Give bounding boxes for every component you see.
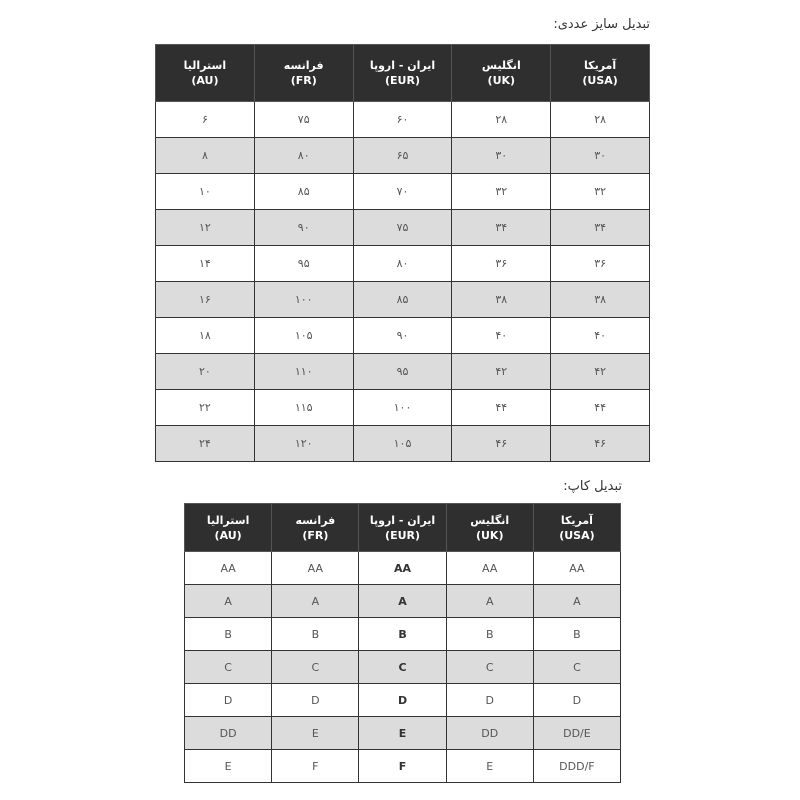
numeric-size-caption: تبدیل سایز عددی: [553,17,650,32]
column-header-uk: انگلیس (UK) [452,45,551,102]
table-row [185,717,621,750]
table-cell: D [185,684,272,717]
table-cell: ۴۰ [551,318,650,354]
table-row [185,684,621,717]
table-cell: ۳۶ [551,246,650,282]
table-row [156,138,650,174]
table-cell: ۱۲۰ [254,426,353,462]
table-row [156,102,650,138]
table-cell: B [533,618,620,651]
table-row [185,552,621,585]
table-cell: ۶۰ [353,102,452,138]
table-cell: C [533,651,620,684]
table-cell: ۳۲ [452,174,551,210]
table-cell: ۹۵ [254,246,353,282]
table-cell: ۳۶ [452,246,551,282]
table-row [185,750,621,783]
numeric-size-table [155,44,650,462]
table-cell: DDD/F [533,750,620,783]
table-cell: ۸ [156,138,255,174]
table-cell: D [272,684,359,717]
cup-size-table [184,503,621,783]
table-cell: ۱۴ [156,246,255,282]
table-cell: ۷۵ [353,210,452,246]
table-cell: ۴۴ [452,390,551,426]
table-row [185,618,621,651]
table-cell: ۴۲ [551,354,650,390]
table-cell: ۴۶ [452,426,551,462]
table-cell: B [272,618,359,651]
table-cell: ۶۵ [353,138,452,174]
table-row [156,174,650,210]
table-cell: ۳۸ [452,282,551,318]
table-cell: ۲۸ [551,102,650,138]
column-header-au: استرالیا (AU) [156,45,255,102]
table-cell: A [185,585,272,618]
table-cell: ۱۰۰ [353,390,452,426]
table-cell: ۱۸ [156,318,255,354]
table-cell: DD/E [533,717,620,750]
table-cell: ۷۵ [254,102,353,138]
table-cell: A [446,585,533,618]
table-cell: ۲۴ [156,426,255,462]
table-cell: ۱۰۵ [353,426,452,462]
table-cell: A [533,585,620,618]
table-row [185,585,621,618]
table-cell: C [272,651,359,684]
table-cell: ۸۰ [254,138,353,174]
table-row [156,354,650,390]
table-cell: D [446,684,533,717]
table-cell: ۸۰ [353,246,452,282]
table-cell: ۱۲ [156,210,255,246]
cup-size-caption: تبدیل کاپ: [563,479,622,494]
table-cell: ۲۰ [156,354,255,390]
table-cell: ۹۰ [254,210,353,246]
column-header-uk: انگلیس (UK) [446,504,533,552]
table-cell: DD [446,717,533,750]
table-cell: ۱۰۵ [254,318,353,354]
table-cell: ۲۲ [156,390,255,426]
column-header-usa: آمریکا (USA) [533,504,620,552]
table-cell: AA [272,552,359,585]
table-cell: E [446,750,533,783]
table-row [156,210,650,246]
table-cell: ۲۸ [452,102,551,138]
table-cell: B [359,618,446,651]
table-row [156,426,650,462]
table-cell: ۴۴ [551,390,650,426]
table-cell: ۳۴ [551,210,650,246]
table-cell: A [359,585,446,618]
table-cell: ۴۶ [551,426,650,462]
table-cell: ۴۰ [452,318,551,354]
table-cell: C [359,651,446,684]
table-cell: ۳۰ [452,138,551,174]
table-cell: DD [185,717,272,750]
table-cell: ۶ [156,102,255,138]
table-cell: ۱۰ [156,174,255,210]
table-cell: ۸۵ [353,282,452,318]
table-cell: B [446,618,533,651]
column-header-fr: فرانسه (FR) [254,45,353,102]
table-cell: D [359,684,446,717]
table-row [156,246,650,282]
table-cell: E [272,717,359,750]
table-cell: E [185,750,272,783]
column-header-au: استرالیا (AU) [185,504,272,552]
table-cell: ۱۰۰ [254,282,353,318]
table-cell: ۷۰ [353,174,452,210]
table-cell: F [272,750,359,783]
table-cell: AA [185,552,272,585]
table-cell: C [185,651,272,684]
table-cell: ۳۴ [452,210,551,246]
table-row [156,390,650,426]
table-cell: AA [359,552,446,585]
table-cell: ۱۱۵ [254,390,353,426]
table-cell: ۳۸ [551,282,650,318]
table-row [185,651,621,684]
table-cell: ۳۰ [551,138,650,174]
column-header-eur: ایران - اروپا (EUR) [359,504,446,552]
table-cell: D [533,684,620,717]
table-cell: ۹۰ [353,318,452,354]
table-cell: C [446,651,533,684]
table-cell: A [272,585,359,618]
table-header-row [156,45,650,102]
table-cell: ۳۲ [551,174,650,210]
table-cell: AA [533,552,620,585]
table-cell: E [359,717,446,750]
table-cell: ۴۲ [452,354,551,390]
table-cell: F [359,750,446,783]
table-cell: ۱۶ [156,282,255,318]
table-cell: ۹۵ [353,354,452,390]
table-cell: ۸۵ [254,174,353,210]
column-header-eur: ایران - اروپا (EUR) [353,45,452,102]
table-cell: ۱۱۰ [254,354,353,390]
table-cell: AA [446,552,533,585]
table-row [156,282,650,318]
column-header-fr: فرانسه (FR) [272,504,359,552]
table-row [156,318,650,354]
table-header-row [185,504,621,552]
table-cell: B [185,618,272,651]
column-header-usa: آمریکا (USA) [551,45,650,102]
